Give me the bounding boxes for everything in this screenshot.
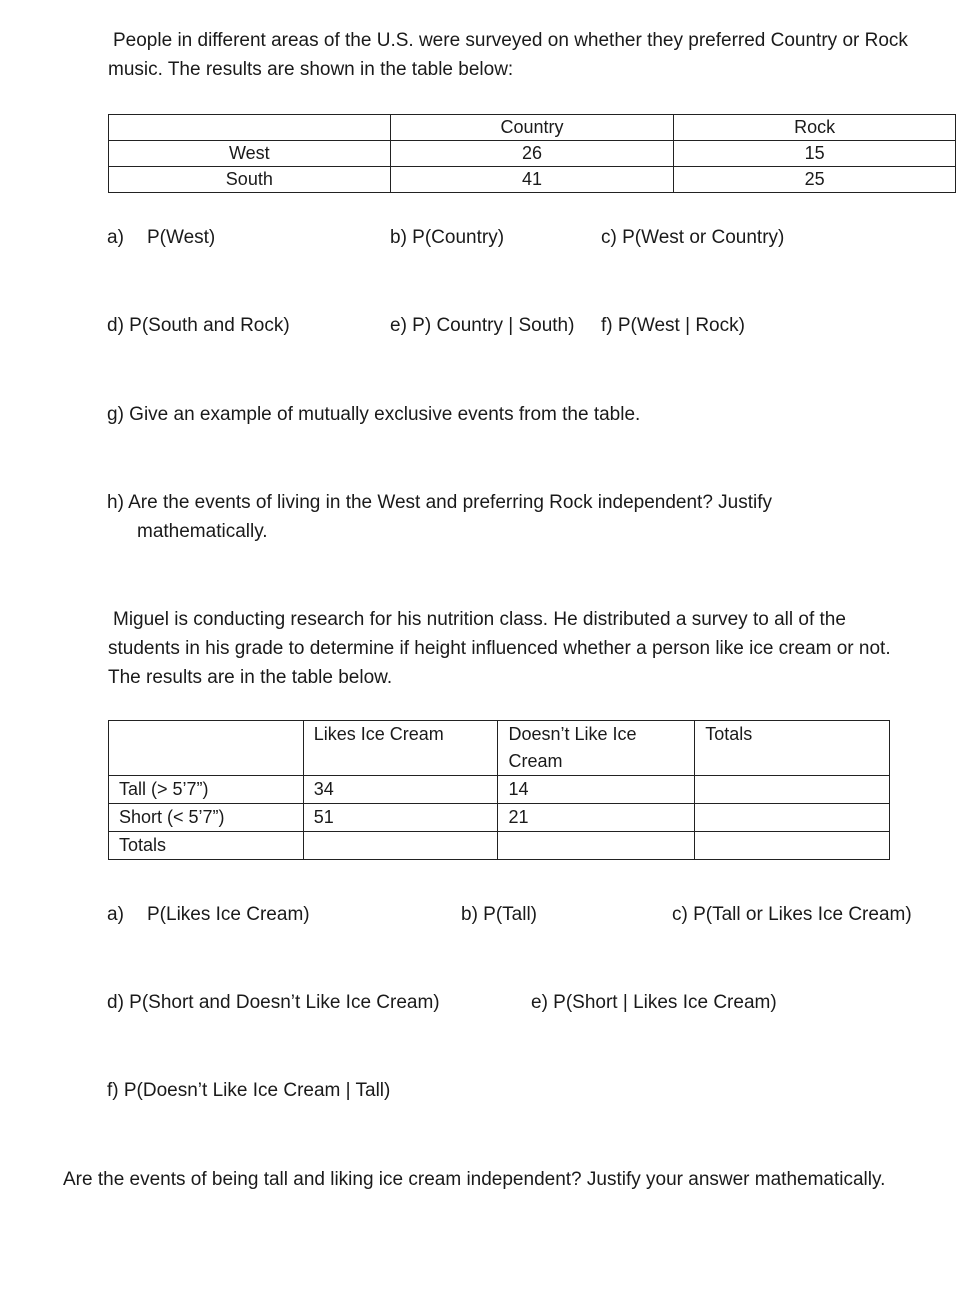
question-h-line1: h) Are the events of living in the West and preferring Rock independent? Justify xyxy=(107,492,773,513)
row-label: Short (< 5’7”) xyxy=(109,804,304,832)
question-a-label: a) xyxy=(107,227,124,248)
question-a: P(West) xyxy=(147,227,216,248)
table-cell: 26 xyxy=(390,141,674,167)
question2-c: c) P(Tall or Likes Ice Cream) xyxy=(672,904,912,925)
table-header-cell xyxy=(109,115,391,141)
intro1-line1: People in different areas of the U.S. were surveyed on whether they preferred Country or Rock xyxy=(113,30,908,51)
question2-b: b) P(Tall) xyxy=(461,904,538,925)
question-c: c) P(West or Country) xyxy=(601,227,785,248)
table-header-cell xyxy=(498,721,695,776)
header-doesnt-line2: Cream xyxy=(508,751,563,771)
intro1-line2: music. The results are shown in the table below: xyxy=(108,59,514,80)
table-header-cell: Rock xyxy=(674,115,956,141)
question-b: b) P(Country) xyxy=(390,227,505,248)
table-row xyxy=(109,141,956,167)
final-question: Are the events of being tall and liking ice cream independent? Justify your answer mathematically. xyxy=(63,1169,886,1190)
question-f: f) P(West | Rock) xyxy=(601,315,745,336)
table-cell xyxy=(695,832,890,860)
table-header-cell: Country xyxy=(390,115,674,141)
question2-a-label: a) xyxy=(107,904,124,925)
question2-f: f) P(Doesn’t Like Ice Cream | Tall) xyxy=(107,1080,391,1101)
ice-cream-table xyxy=(108,720,890,860)
table-cell xyxy=(695,776,890,804)
question2-a: P(Likes Ice Cream) xyxy=(147,904,310,925)
table-row xyxy=(109,776,890,804)
question2-e: e) P(Short | Likes Ice Cream) xyxy=(531,992,777,1013)
table-cell: 34 xyxy=(303,776,498,804)
intro2-line3: The results are in the table below. xyxy=(108,667,393,688)
row-label: Totals xyxy=(109,832,304,860)
question-h-line2: mathematically. xyxy=(137,521,268,542)
table-row xyxy=(109,804,890,832)
music-preference-table xyxy=(108,114,956,193)
table-cell: 14 xyxy=(498,776,695,804)
table-header-row xyxy=(109,721,890,776)
table-cell: 21 xyxy=(498,804,695,832)
question-d: d) P(South and Rock) xyxy=(107,315,290,336)
table-row xyxy=(109,167,956,193)
table-cell: 25 xyxy=(674,167,956,193)
header-doesnt-line1: Doesn’t Like Ice xyxy=(508,724,637,744)
table-row xyxy=(109,832,890,860)
table-cell: 15 xyxy=(674,141,956,167)
question-e: e) P) Country | South) xyxy=(390,315,575,336)
table-header-cell xyxy=(109,721,304,776)
table-header-cell: Totals xyxy=(695,721,890,776)
table-header-row xyxy=(109,115,956,141)
table-cell xyxy=(303,832,498,860)
question-g: g) Give an example of mutually exclusive events from the table. xyxy=(107,404,641,425)
table-cell xyxy=(695,804,890,832)
row-label: West xyxy=(109,141,391,167)
table-cell: 41 xyxy=(390,167,674,193)
question2-d: d) P(Short and Doesn’t Like Ice Cream) xyxy=(107,992,440,1013)
intro2-line1: Miguel is conducting research for his nutrition class. He distributed a survey to all of the xyxy=(113,609,846,630)
table-cell xyxy=(498,832,695,860)
row-label: South xyxy=(109,167,391,193)
table-header-cell: Likes Ice Cream xyxy=(303,721,498,776)
row-label: Tall (> 5’7”) xyxy=(109,776,304,804)
table-cell: 51 xyxy=(303,804,498,832)
intro2-line2: students in his grade to determine if height influenced whether a person like ice cream or not. xyxy=(108,638,891,659)
